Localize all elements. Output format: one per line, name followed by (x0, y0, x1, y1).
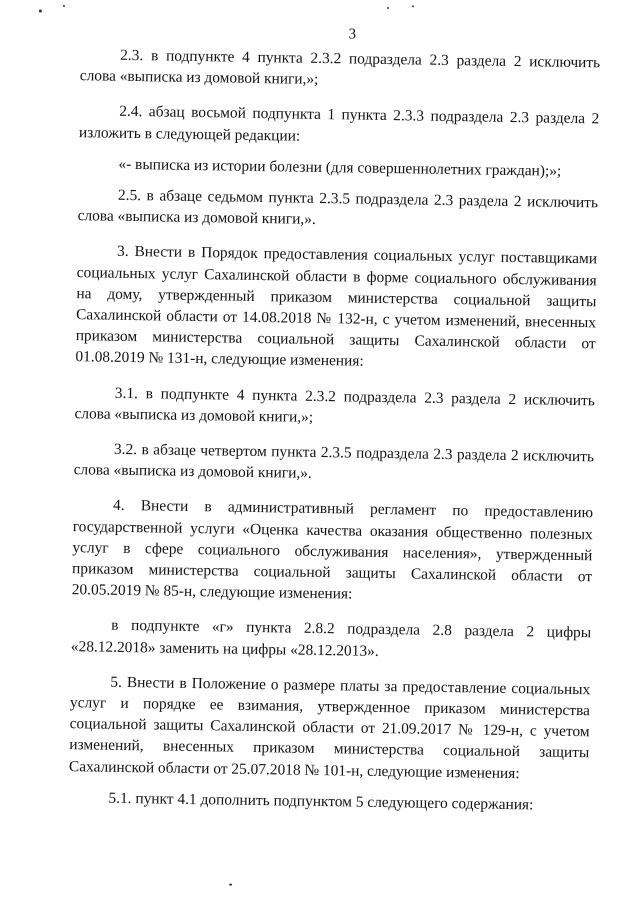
paragraph-2-4-quote: «- выписка из истории болезни (для совершеннолетних граждан);»; (118, 155, 562, 180)
paragraph-4-sub: в подпункте «г» пункта 2.8.2 подраздела 2.8 раздела 2 цифры «28.12.2018» заменить на цифры «28.12.2013». (70, 617, 592, 660)
paragraph-3-1: 3.1. в подпункте 4 пункта 2.3.2 подраздела 2.3 раздела 2 исключить слова «выписка из домовой книги,»; (74, 384, 595, 426)
page-number: 3 (348, 26, 357, 43)
scan-artifact (63, 5, 65, 7)
scan-artifact (39, 10, 42, 13)
paragraph-5: 5. Внести в Положение о размере платы за предоставление социальных услуг и порядке ее взимания, утвержденное приказом министерства социальной защиты Сахалинской области от 21.09.2017 № 129-н, с учетом изменений, внесенных приказом министерства социальной защиты Сахалинской области от 25.07.2018 № 101-н, следующие изменения: (68, 673, 591, 782)
paragraph-2-3: 2.3. в подпункте 4 пункта 2.3.2 подраздела 2.3 раздела 2 исключить слова «выписка из домовой книги,»; (79, 46, 601, 89)
scan-artifact (387, 7, 389, 9)
paragraph-2-4: 2.4. абзац восьмой подпункта 1 пункта 2.3.3 подраздела 2.3 раздела 2 изложить в следующей редакции: (78, 103, 600, 145)
scan-artifact (412, 5, 414, 7)
paragraph-3-2: 3.2. в абзаце четвертом пункта 2.3.5 подраздела 2.3 раздела 2 исключить слова «выписка из домовой книги,». (73, 440, 595, 483)
scan-artifact (229, 884, 232, 886)
paragraph-5-1: 5.1. пункт 4.1 дополнить подпунктом 5 следующего содержания: (108, 789, 534, 814)
paragraph-3: 3. Внести в Порядок предоставления социальных услуг поставщиками социальных услуг Сахалинской области в форме социального обслуживания на дому, утвержденный приказом министерства социальной защиты Сахалинской области от 14.08.2018 № 132-н, с учетом изменений, внесенных приказом министерства социальной защиты Сахалинской области от 01.08.2019 № 131-н, следующие изменения: (75, 243, 598, 371)
paragraph-4: 4. Внести в административный регламент по предоставлению государственной услуги «Оценка качества оказания общественно полезных услуг в сфере социального обслуживания населения», утвержденный приказом министерства социальной защиты Сахалинской области от 20.05.2019 № 85-н, следующие изменения: (71, 497, 594, 603)
document-body (68, 44, 600, 816)
paragraph-2-5: 2.5. в абзаце седьмом пункта 2.3.5 подраздела 2.3 раздела 2 исключить слова «выписка из домовой книги,». (77, 186, 599, 229)
